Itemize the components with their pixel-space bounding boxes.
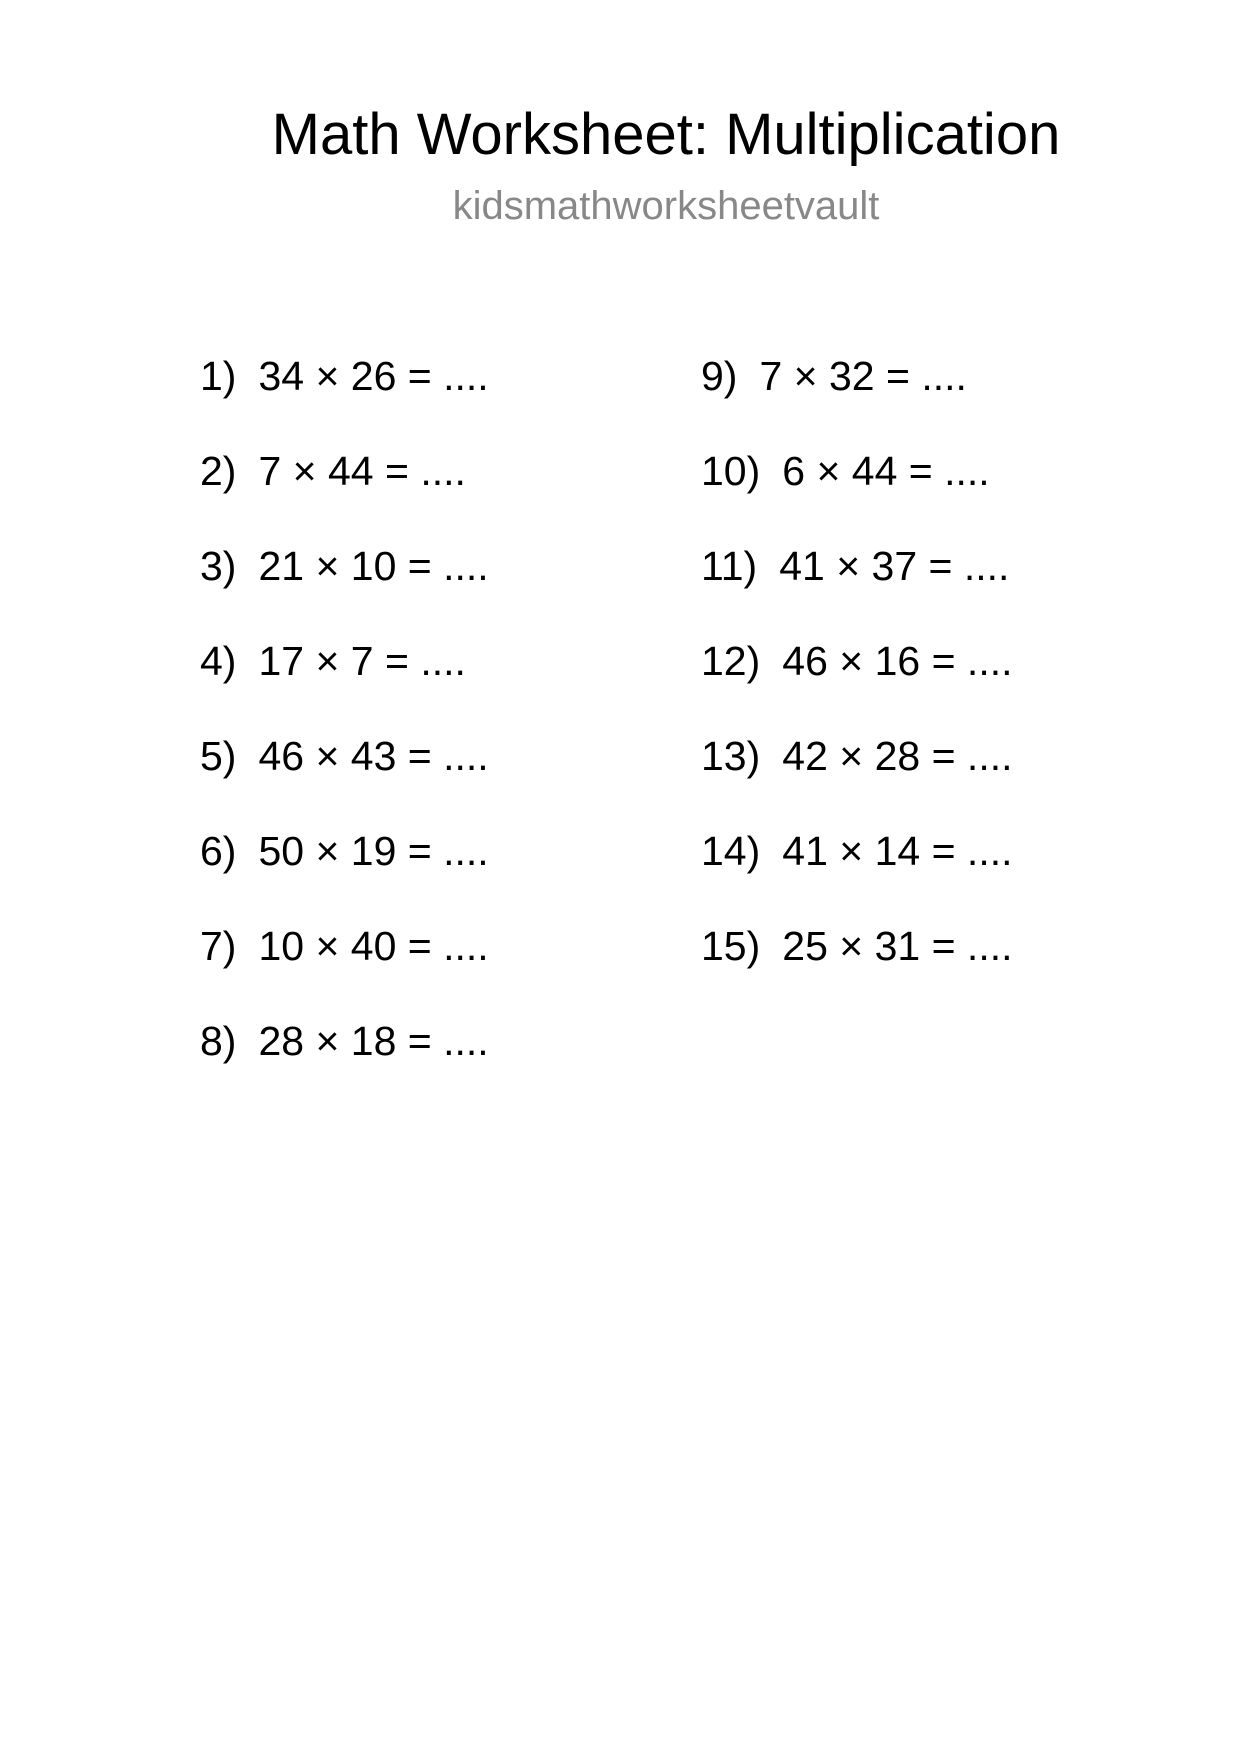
problem-item bbox=[200, 629, 489, 724]
problem-number: 2) bbox=[200, 448, 237, 494]
problem-number: 11) bbox=[701, 543, 758, 589]
problem-expression: 6 × 44 = .... bbox=[782, 448, 990, 494]
problem-expression: 28 × 18 = .... bbox=[258, 1018, 489, 1064]
problem-expression: 46 × 16 = .... bbox=[782, 638, 1013, 684]
problem-item bbox=[200, 724, 489, 819]
problem-item bbox=[701, 724, 1013, 819]
problem-number: 7) bbox=[200, 923, 237, 969]
problem-item bbox=[701, 914, 1013, 1009]
problem-item bbox=[200, 914, 489, 1009]
problem-column-left bbox=[200, 344, 489, 1104]
problem-item bbox=[200, 1009, 489, 1104]
problem-item bbox=[200, 344, 489, 439]
problem-item bbox=[701, 819, 1013, 914]
problem-item bbox=[200, 439, 489, 534]
problem-number: 8) bbox=[200, 1018, 237, 1064]
problem-number: 9) bbox=[701, 353, 738, 399]
problem-number: 1) bbox=[200, 353, 237, 399]
problem-expression: 34 × 26 = .... bbox=[258, 353, 489, 399]
page-subtitle: kidsmathworksheetvault bbox=[452, 184, 880, 228]
problem-number: 14) bbox=[701, 828, 761, 874]
problem-expression: 41 × 14 = .... bbox=[782, 828, 1013, 874]
problem-column-right bbox=[701, 344, 1013, 1009]
problem-item bbox=[200, 819, 489, 914]
problem-expression: 25 × 31 = .... bbox=[782, 923, 1013, 969]
problem-expression: 17 × 7 = .... bbox=[258, 638, 466, 684]
problem-item bbox=[701, 629, 1013, 724]
problem-number: 13) bbox=[701, 733, 761, 779]
problem-expression: 10 × 40 = .... bbox=[258, 923, 489, 969]
problem-item bbox=[701, 439, 1013, 534]
problem-expression: 41 × 37 = .... bbox=[779, 543, 1010, 589]
problem-expression: 7 × 32 = .... bbox=[759, 353, 967, 399]
problem-number: 6) bbox=[200, 828, 237, 874]
problem-item bbox=[701, 344, 1013, 439]
problem-number: 10) bbox=[701, 448, 761, 494]
problem-expression: 7 × 44 = .... bbox=[258, 448, 466, 494]
problem-item bbox=[701, 534, 1013, 629]
problem-expression: 50 × 19 = .... bbox=[258, 828, 489, 874]
problem-expression: 21 × 10 = .... bbox=[258, 543, 489, 589]
page-title: Math Worksheet: Multiplication bbox=[271, 102, 1061, 167]
problem-number: 15) bbox=[701, 923, 761, 969]
problem-number: 3) bbox=[200, 543, 237, 589]
problem-expression: 46 × 43 = .... bbox=[258, 733, 489, 779]
problem-number: 12) bbox=[701, 638, 761, 684]
problem-number: 4) bbox=[200, 638, 237, 684]
problem-item bbox=[200, 534, 489, 629]
problem-number: 5) bbox=[200, 733, 237, 779]
problem-expression: 42 × 28 = .... bbox=[782, 733, 1013, 779]
